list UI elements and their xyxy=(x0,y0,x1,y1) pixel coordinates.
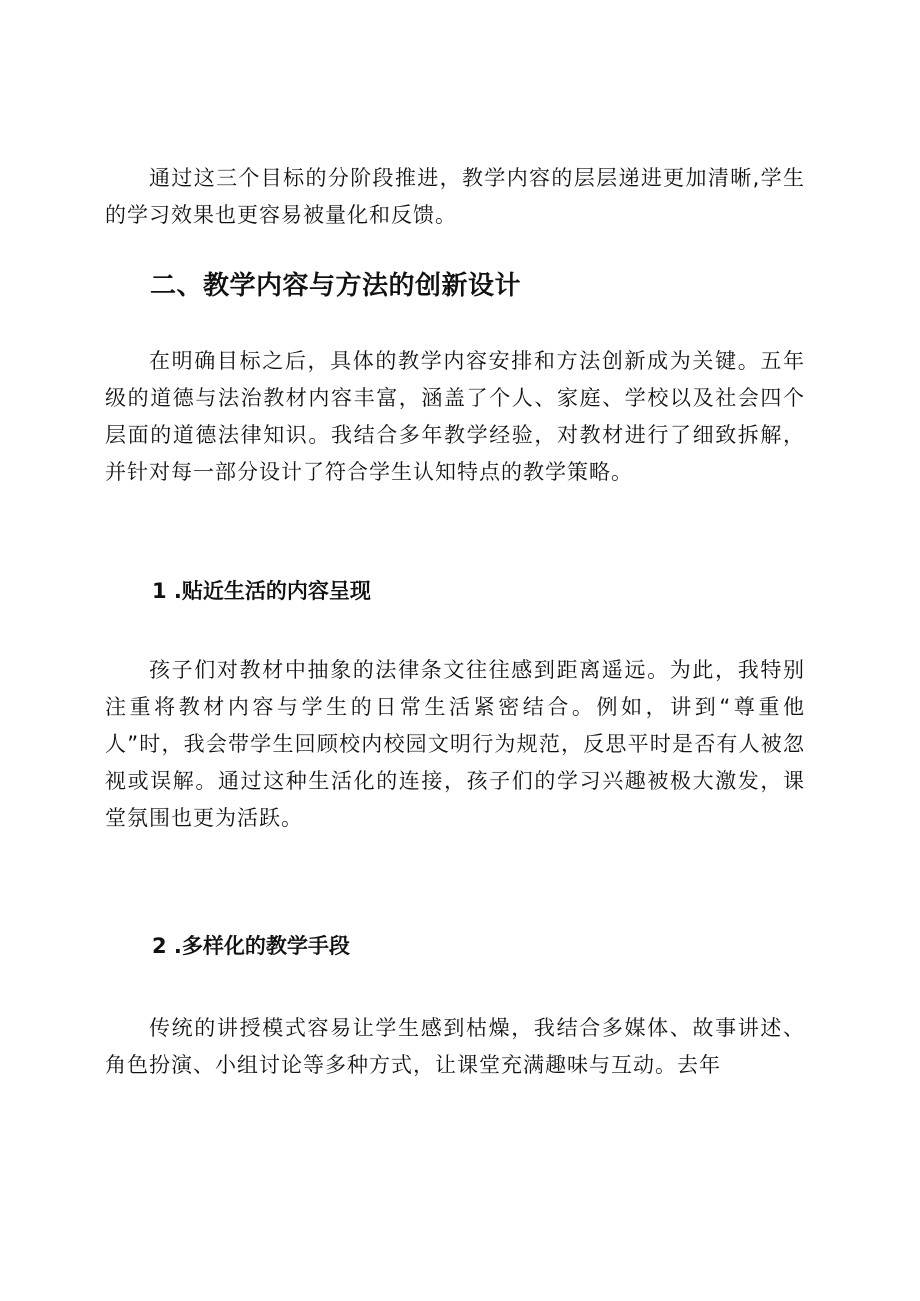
paragraph-life-related-content: 孩子们对教材中抽象的法律条文往往感到距离遥远。为此，我特别注重将教材内容与学生的日常生活紧密结合。例如，讲到“尊重他人”时，我会带学生回顾校内校园文明行为规范，反思平时是否有人被忽视或误解。通过这种生活化的连接，孩子们的学习兴趣被极大激发，课堂氛围也更为活跃。 xyxy=(105,658,805,830)
subheading-diverse-teaching-methods: 2 .多样化的教学手段 xyxy=(152,934,350,958)
section-heading-content-methods: 二、教学内容与方法的创新设计 xyxy=(150,271,522,301)
subheading-life-related-content: 1 .贴近生活的内容呈现 xyxy=(152,579,371,603)
paragraph-goals-summary: 通过这三个目标的分阶段推进，教学内容的层层递进更加清晰,学生的学习效果也更容易被量化和反馈。 xyxy=(105,166,805,227)
paragraph-diverse-teaching-methods: 传统的讲授模式容易让学生感到枯燥，我结合多媒体、故事讲述、角色扮演、小组讨论等多种方式，让课堂充满趣味与互动。去年 xyxy=(105,1016,805,1077)
paragraph-content-arrangement: 在明确目标之后，具体的教学内容安排和方法创新成为关键。五年级的道德与法治教材内容丰富，涵盖了个人、家庭、学校以及社会四个层面的道德法律知识。我结合多年教学经验，对教材进行了细致拆解，并针对每一部分设计了符合学生认知特点的教学策略。 xyxy=(105,349,805,484)
